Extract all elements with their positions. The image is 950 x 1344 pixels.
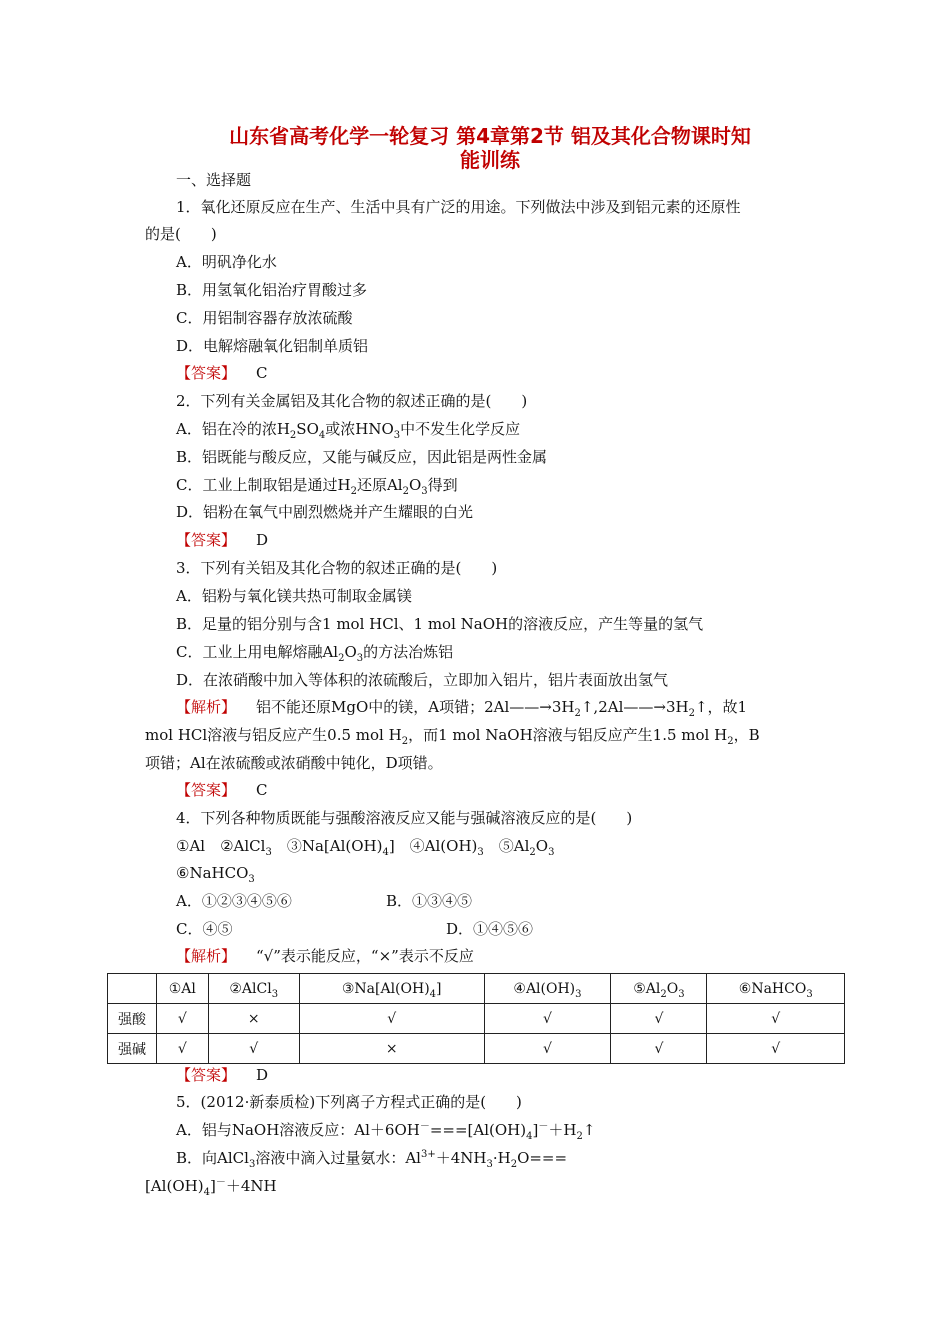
table-cell: √ [707,1034,845,1064]
table-cell: √ [157,1004,209,1034]
table-cell: √ [707,1004,845,1034]
table-header-cell: $③Na[Al(OH)_4]$ [299,974,484,1004]
q4-analysis: 【解析】 “√”表示能反应，“×”表示不反应 [176,947,474,965]
page-title: 山东省高考化学一轮复习 第4章第2节 铝及其化合物课时知 [229,124,751,148]
q2-option-b: B．铝既能与酸反应，又能与碱反应，因此铝是两性金属 [176,448,548,466]
q3-option-b: B．足量的铝分别与含1 mol HCl、1 mol NaOH的溶液反应，产生等量的氢气 [176,615,704,633]
table-cell: √ [611,1004,707,1034]
q4-option-c: C．④⑤ [176,920,233,938]
table-cell: × [208,1004,299,1034]
q1-stem: 1．氧化还原反应在生产、生活中具有广泛的用途。下列做法中涉及到铝元素的还原性 [176,198,741,216]
q1-option-a: A．明矾净化水 [176,253,277,271]
q2-option-d: D．铝粉在氧气中剧烈燃烧并产生耀眼的白光 [176,503,474,521]
answer-tag: 【答案】 [176,531,237,549]
q3-answer: 【答案】 C [176,781,268,799]
q3-option-c: C．工业上用电解熔融$Al_2O_3$的方法冶炼铝 [176,643,454,664]
q4-substances: ①Al ②AlCl$_3$ $③Na[Al(OH)_4]$ $④Al(OH)_3$ $⑤Al_2O_3$ [176,837,555,858]
q2-option-c: C．工业上制取铝是通过$H_2$还原$Al_2O_3$得到 [176,476,458,497]
q3-analysis-cont2: 项错；Al在浓硫酸或浓硝酸中钝化，D项错。 [145,754,443,772]
table-row [108,1034,845,1064]
q2-option-a: A．铝在冷的浓$H_2SO_4$或浓$HNO_3$中不发生化学反应 [176,420,521,441]
q1-answer: 【答案】 C [176,364,268,382]
q3-stem: 3．下列有关铝及其化合物的叙述正确的是( ) [176,559,498,577]
q1-option-d: D．电解熔融氧化铝制单质铝 [176,337,369,355]
q5-stem: 5．(2012·新泰质检)下列离子方程式正确的是( ) [176,1093,522,1111]
table-cell: × [299,1034,484,1064]
table-header-row [108,974,845,1004]
q5-option-b-cont: $[Al(OH)_4]^-+4NH$ [145,1177,277,1198]
q1-stem-cont: 的是( ) [145,225,217,243]
q1-option-b: B．用氢氧化铝治疗胃酸过多 [176,281,368,299]
section-heading: 一、选择题 [176,171,252,189]
analysis-tag: 【解析】 [176,947,237,965]
answer-tag: 【答案】 [176,364,237,382]
table-cell: √ [157,1034,209,1064]
table-cell: 强碱 [108,1034,157,1064]
q2-answer: 【答案】 D [176,531,269,549]
answer-tag: 【答案】 [176,1066,237,1084]
q3-option-d: D．在浓硝酸中加入等体积的浓硫酸后，立即加入铝片，铝片表面放出氢气 [176,671,669,689]
table-cell: √ [484,1034,611,1064]
q4-stem: 4．下列各种物质既能与强酸溶液反应又能与强碱溶液反应的是( ) [176,809,633,827]
table-cell: √ [611,1034,707,1064]
q4-answer: 【答案】 D [176,1066,269,1084]
table-cell: √ [484,1004,611,1034]
table-cell: √ [299,1004,484,1034]
reaction-table [107,973,845,1064]
q5-option-a: A．铝与NaOH溶液反应：$Al+6OH^-===[Al(OH)_4]^-+H_2↑$ [176,1121,596,1142]
table-cell: √ [208,1034,299,1064]
q2-stem: 2．下列有关金属铝及其化合物的叙述正确的是( ) [176,392,528,410]
answer-tag: 【答案】 [176,781,237,799]
q4-option-a: A．①②③④⑤⑥ [176,892,292,910]
q3-analysis: 【解析】 铝不能还原MgO中的镁，A项错；$2Al——\to 3H_2↑,2Al——\to 3H_2↑$，故1 [176,698,748,719]
q5-option-b: B．向AlCl$_3$溶液中滴入过量氨水：$Al^{3+}+4NH_3\cdot H_2O===$ [176,1149,568,1170]
table-cell: 强酸 [108,1004,157,1034]
q3-option-a: A．铝粉与氧化镁共热可制取金属镁 [176,587,412,605]
q4-option-b: B．①③④⑤ [386,892,473,910]
table-header-cell: ⑥NaHCO$_3$ [707,974,845,1004]
q4-substance-6: ⑥NaHCO$_3$ [176,864,255,885]
q3-analysis-cont: mol HCl溶液与铝反应产生0.5 mol $H_2$，而1 mol NaOH溶液与铝反应产生1.5 mol $H_2$，B [145,726,760,747]
table-corner [108,974,157,1004]
analysis-tag: 【解析】 [176,698,237,716]
q1-option-c: C．用铝制容器存放浓硫酸 [176,309,353,327]
page-title-cont: 能训练 [460,148,520,172]
table-header-cell: $⑤Al_2O_3$ [611,974,707,1004]
table-header-cell: ②AlCl$_3$ [208,974,299,1004]
table-header-cell: $④Al(OH)_3$ [484,974,611,1004]
table-header-cell: ①Al [157,974,209,1004]
table-row [108,1004,845,1034]
q4-option-d: D．①④⑤⑥ [446,920,534,938]
